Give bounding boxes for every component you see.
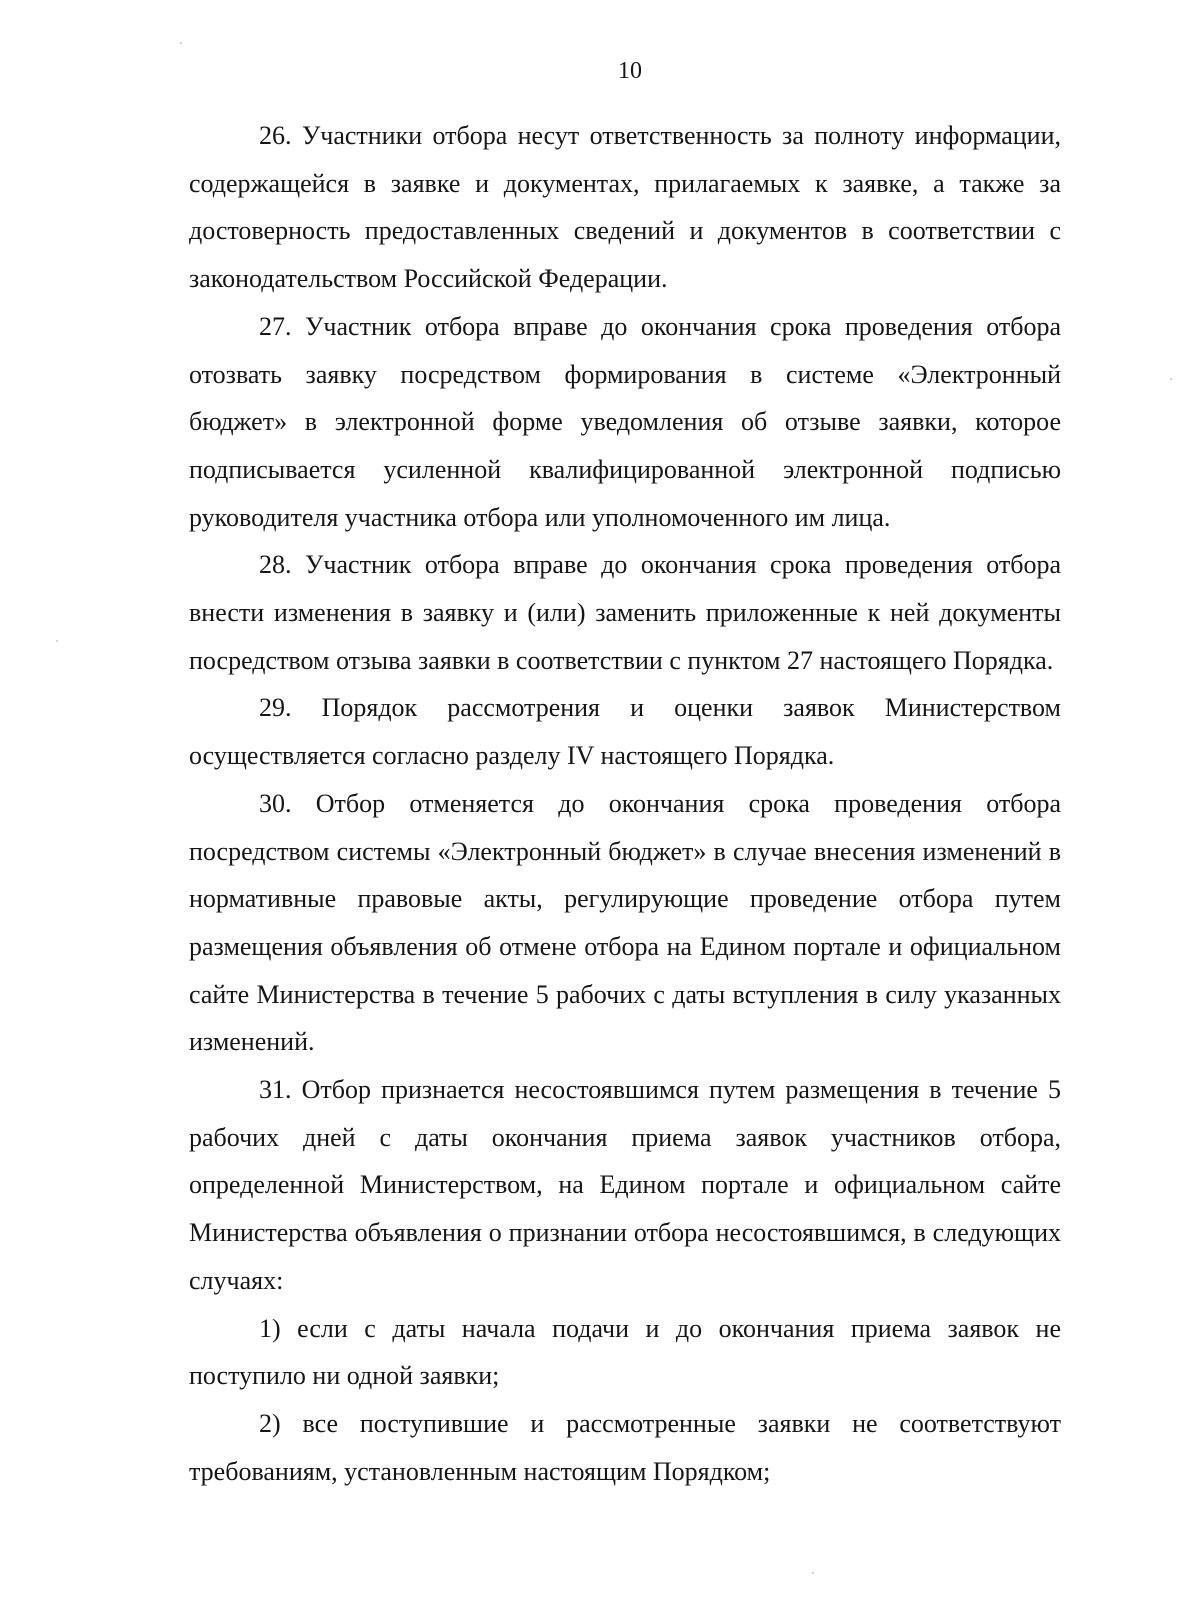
- scan-speck: [812, 1572, 814, 1574]
- paragraph-30: 30. Отбор отменяется до окончания срока проведения отбора посредством системы «Электронный бюджет» в случае внесения изменений в нормативные правовые акты, регулирующие проведение отбора путем размещения объявления об отмене отбора на Едином портале и официальном сайте Министерства в течение 5 рабочих с даты вступления в силу указанных изменений.: [189, 788, 1061, 1057]
- document-body: [189, 112, 1061, 1495]
- list-item-1: 1) если с даты начала подачи и до окончания приема заявок не поступило ни одной заявки;: [189, 1313, 1061, 1391]
- paragraph-26: 26. Участники отбора несут ответственность за полноту информации, содержащейся в заявке и документах, прилагаемых к заявке, а также за достоверность предоставленных сведений и документов в соответствии с законодательством Российской Федерации.: [189, 121, 1061, 294]
- paragraph-31: 31. Отбор признается несостоявшимся путем размещения в течение 5 рабочих дней с даты окончания приема заявок участников отбора, определенной Министерством, на Едином портале и официальном сайте Министерства объявления о признании отбора несостоявшимся, в следующих случаях:: [189, 1075, 1061, 1295]
- scan-speck: [56, 640, 58, 642]
- paragraph-28: 28. Участник отбора вправе до окончания срока проведения отбора внести изменения в заявку и (или) заменить приложенные к ней документы посредством отзыва заявки в соответствии с пунктом 27 настоящего Порядка.: [189, 550, 1061, 675]
- paragraph-29: 29. Порядок рассмотрения и оценки заявок Министерством осуществляется согласно разделу IV настоящего Порядка.: [189, 693, 1061, 771]
- scan-speck: [1170, 378, 1172, 380]
- scan-speck: [180, 42, 182, 44]
- list-item-2: 2) все поступившие и рассмотренные заявки не соответствуют требованиям, установленным настоящим Порядком;: [189, 1408, 1061, 1486]
- paragraph-27: 27. Участник отбора вправе до окончания срока проведения отбора отозвать заявку посредством формирования в системе «Электронный бюджет» в электронной форме уведомления об отзыве заявки, которое подписывается усиленной квалифицированной электронной подписью руководителя участника отбора или уполномоченного им лица.: [189, 311, 1061, 532]
- page-number: 10: [618, 58, 642, 84]
